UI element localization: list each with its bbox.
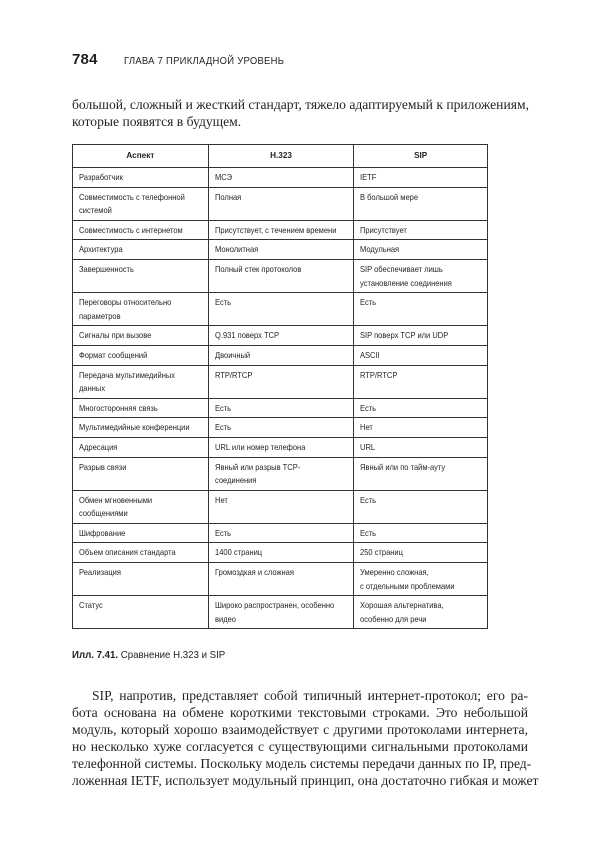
- page-header: [72, 51, 302, 71]
- paragraph-line: модуль, который хорошо взаимодействует с другими протоколами интернета,: [72, 722, 528, 737]
- comparison-table: [72, 144, 488, 629]
- paragraph-line: SIP, напротив, представляет собой типичный интернет-протокол; его ра-: [92, 688, 528, 703]
- paragraph-line: телефонной системы. Поскольку модель системы передачи данных по IP, пред-: [72, 756, 532, 771]
- cell-text: ASCII: [360, 350, 381, 360]
- cell-text: RTP/RTCP: [214, 370, 253, 380]
- cell-text: Двоичный: [214, 350, 250, 360]
- cell-text: Совместимость с интернетом: [79, 225, 183, 235]
- cell-sip: [354, 457, 488, 490]
- cell-text: Есть: [214, 423, 231, 433]
- cell-sip: [354, 168, 488, 188]
- cell-text: Переговоры относительно параметров: [79, 298, 172, 321]
- cell-aspect: [73, 437, 209, 457]
- cell-aspect: [73, 398, 209, 418]
- cell-h323: [208, 457, 354, 490]
- table-row: [73, 437, 488, 457]
- cell-aspect: [73, 220, 209, 240]
- cell-sip: [354, 418, 488, 438]
- cell-text: Модульная: [360, 245, 400, 255]
- cell-sip: [354, 523, 488, 543]
- cell-text: Присутствует: [360, 225, 408, 235]
- cell-h323: [208, 418, 354, 438]
- cell-text: Есть: [360, 528, 377, 538]
- table-row: [73, 168, 488, 188]
- caption-label: Илл. 7.41.: [72, 649, 119, 661]
- cell-text: 250 страниц: [360, 548, 404, 558]
- table-row: [73, 345, 488, 365]
- cell-text: IETF: [360, 173, 377, 182]
- cell-aspect: [73, 240, 209, 260]
- cell-sip: [354, 543, 488, 563]
- cell-h323: [208, 168, 354, 188]
- cell-text: Многосторонняя связь: [79, 403, 158, 413]
- cell-h323: [208, 293, 354, 326]
- cell-text: Шифрование: [79, 528, 126, 538]
- table-row: [73, 240, 488, 260]
- cell-h323: [208, 187, 354, 220]
- cell-text: Есть: [214, 403, 231, 413]
- cell-h323: [208, 240, 354, 260]
- table-row: [73, 490, 488, 523]
- cell-text: Завершенность: [79, 264, 134, 274]
- header-h323: H.323: [208, 145, 354, 168]
- cell-aspect: [73, 563, 209, 596]
- paragraph-line: большой, сложный и жесткий стандарт, тяжело адаптируемый к приложениям,: [72, 97, 529, 112]
- cell-text: SIP обеспечивает лишь установление соединения: [360, 264, 453, 288]
- intro-paragraph: [72, 96, 528, 130]
- cell-text: URL: [360, 442, 376, 452]
- table-row: [73, 596, 488, 629]
- caption-text: Сравнение H.323 и SIP: [118, 649, 226, 661]
- cell-h323: [208, 326, 354, 346]
- cell-h323: [208, 345, 354, 365]
- cell-text: Архитектура: [79, 245, 123, 255]
- cell-sip: [354, 220, 488, 240]
- cell-text: Присутствует, с течением времени: [214, 225, 337, 235]
- cell-aspect: [73, 326, 209, 346]
- cell-text: Разрыв связи: [79, 462, 127, 472]
- cell-sip: [354, 326, 488, 346]
- cell-text: Есть: [360, 495, 377, 505]
- table-row: [73, 259, 488, 292]
- cell-text: Статус: [79, 601, 103, 611]
- paragraph-line: которые появятся в будущем.: [72, 114, 242, 129]
- cell-h323: [208, 259, 354, 292]
- cell-aspect: [73, 293, 209, 326]
- cell-text: Умеренно сложная, с отдельными проблемами: [360, 568, 455, 591]
- cell-aspect: [73, 596, 209, 629]
- cell-text: Объем описания стандарта: [79, 548, 176, 558]
- cell-aspect: [73, 490, 209, 523]
- cell-text: 1400 страниц: [214, 548, 262, 558]
- cell-h323: [208, 437, 354, 457]
- cell-sip: [354, 596, 488, 629]
- cell-sip: [354, 365, 488, 398]
- cell-text: Нет: [214, 495, 228, 505]
- cell-aspect: [73, 523, 209, 543]
- table-row: [73, 398, 488, 418]
- body-paragraph: [72, 687, 539, 789]
- header-sip: SIP: [354, 145, 488, 168]
- cell-h323: [208, 596, 354, 629]
- cell-text: МСЭ: [214, 173, 232, 182]
- cell-aspect: [73, 543, 209, 563]
- cell-aspect: [73, 168, 209, 188]
- table-row: [73, 365, 488, 398]
- cell-text: Обмен мгновенными сообщениями: [79, 495, 153, 519]
- cell-h323: [208, 523, 354, 543]
- cell-sip: [354, 187, 488, 220]
- cell-h323: [208, 220, 354, 240]
- cell-aspect: [73, 457, 209, 490]
- table-row: [73, 187, 488, 220]
- chapter-title: ГЛАВА 7 ПРИКЛАДНОЙ УРОВЕНЬ: [123, 55, 284, 67]
- cell-text: Передача мультимедийных данных: [79, 370, 176, 394]
- cell-h323: [208, 490, 354, 523]
- paragraph-line: ложенная IETF, использует модульный принцип, она достаточно гибкая и может: [72, 773, 539, 788]
- cell-h323: [208, 398, 354, 418]
- cell-aspect: [73, 418, 209, 438]
- cell-sip: [354, 240, 488, 260]
- cell-text: Мультимедийные конференции: [79, 423, 190, 433]
- cell-text: Реализация: [79, 568, 121, 578]
- cell-h323: [208, 563, 354, 596]
- cell-sip: [354, 437, 488, 457]
- cell-text: Q.931 поверх TCP: [214, 331, 279, 341]
- cell-text: Полный стек протоколов: [214, 264, 302, 274]
- cell-h323: [208, 365, 354, 398]
- cell-text: Явный или разрыв TCP-соединения: [214, 462, 300, 486]
- cell-text: Сигналы при вызове: [79, 331, 152, 341]
- cell-sip: [354, 563, 488, 596]
- cell-text: Есть: [214, 528, 231, 538]
- cell-text: SIP поверх TCP или UDP: [360, 331, 449, 341]
- cell-text: Есть: [360, 403, 377, 413]
- header-aspect: Аспект: [73, 145, 209, 168]
- table-row: [73, 543, 488, 563]
- figure-caption: [72, 649, 225, 661]
- cell-text: В большой мере: [360, 192, 419, 202]
- table-row: [73, 293, 488, 326]
- cell-sip: [354, 345, 488, 365]
- cell-text: URL или номер телефона: [214, 442, 306, 452]
- cell-aspect: [73, 345, 209, 365]
- cell-sip: [354, 259, 488, 292]
- cell-text: Хорошая альтернатива, особенно для речи: [360, 601, 444, 624]
- cell-text: Есть: [214, 298, 231, 308]
- table-row: [73, 563, 488, 596]
- cell-sip: [354, 293, 488, 326]
- cell-text: Явный или по тайм-ауту: [360, 462, 446, 472]
- cell-aspect: [73, 259, 209, 292]
- cell-aspect: [73, 365, 209, 398]
- table-row: [73, 326, 488, 346]
- table-row: [73, 523, 488, 543]
- cell-text: Совместимость с телефонной системой: [79, 192, 185, 216]
- paragraph-line: бота основана на обмене короткими текстовыми строками. Это небольшой: [72, 705, 528, 720]
- cell-sip: [354, 398, 488, 418]
- cell-text: Полная: [214, 192, 241, 202]
- table-header-row: [73, 145, 488, 168]
- cell-sip: [354, 490, 488, 523]
- cell-text: RTP/RTCP: [360, 370, 398, 380]
- page-number: 784: [72, 51, 98, 68]
- table-row: [73, 220, 488, 240]
- cell-aspect: [73, 187, 209, 220]
- cell-text: Монолитная: [214, 245, 258, 255]
- cell-text: Нет: [360, 423, 374, 433]
- cell-text: Широко распространен, особенно видео: [214, 601, 334, 624]
- cell-text: Разработчик: [79, 173, 123, 182]
- cell-text: Адресация: [79, 442, 118, 452]
- cell-h323: [208, 543, 354, 563]
- cell-text: Формат сообщений: [79, 350, 148, 360]
- cell-text: Громоздкая и сложная: [214, 568, 294, 578]
- table-row: [73, 457, 488, 490]
- table-row: [73, 418, 488, 438]
- paragraph-line: но несколько хуже согласуется с существующими сигнальными протоколами: [72, 739, 528, 754]
- cell-text: Есть: [360, 298, 377, 308]
